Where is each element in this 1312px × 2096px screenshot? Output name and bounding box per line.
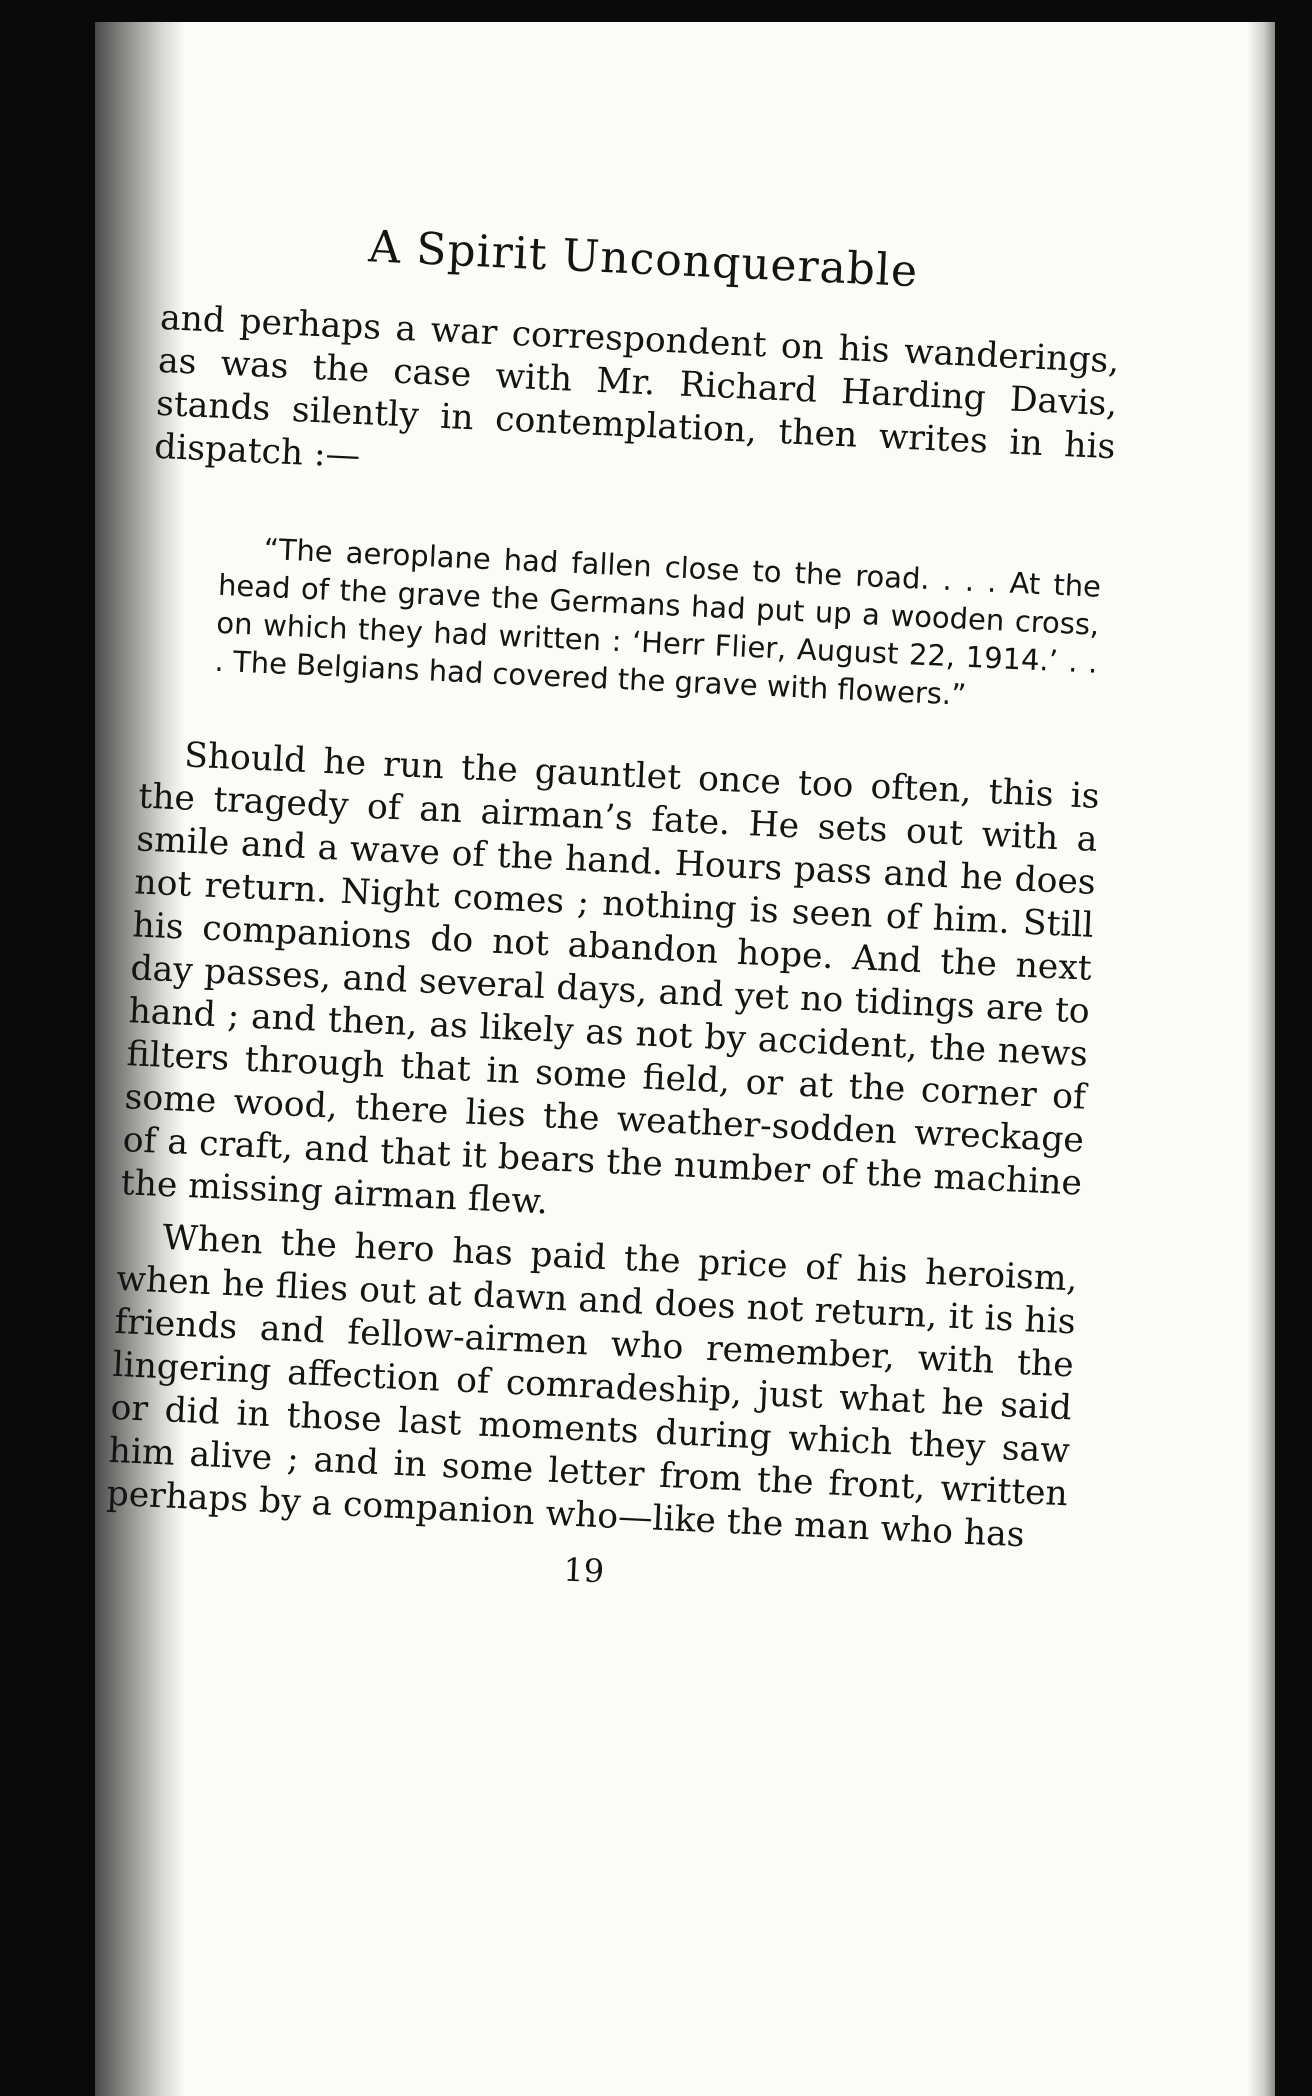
page-number: 19 [562, 1550, 606, 1591]
book-page [95, 22, 1275, 2096]
running-head: A Spirit Unconquerable [367, 221, 920, 298]
paragraph-hero-price: When the hero has paid the price of his heroism, when he flies out at dawn and does not return, it is his friends and fellow-airmen who remember, with the lingering affection of comradeship, just what he said or did in those last moments during which they saw him alive ; and in some letter from the front, written perhaps by a companion who—like the man who has [105, 1217, 1079, 1556]
text-block [103, 212, 1124, 1611]
page-edge-shadow [1247, 22, 1275, 2096]
paragraph-continuation: and perhaps a war correspondent on his wanderings, as was the case with Mr. Richard Harding Davis, stands silently in contemplation, then writes in his dispatch :— [153, 297, 1121, 477]
paragraph-airman-fate: Should he run the gauntlet once too often, this is the tragedy of an airman’s fate. He sets out with a smile and a wave of the hand. Hours pass and he does not return. Night comes ; nothing is seen of him. Still his companions do not abandon hope. And the next day passes, and several days, and yet no tidings are to hand ; and then, as likely as not by accident, the news filters through that in some field, or at the corner of some wood, there lies the weather-sodden wreckage of a craft, and that it bears the number of the machine the missing airman flew. [119, 735, 1101, 1223]
block-quote: “The aeroplane had fallen close to the road. . . . At the head of the grave the Germans had put up a wooden cross, on which they had written : ‘Herr Flier, August 22, 1914.’ . . . The Belgians had covered the grave with flowers.” [213, 531, 1102, 712]
